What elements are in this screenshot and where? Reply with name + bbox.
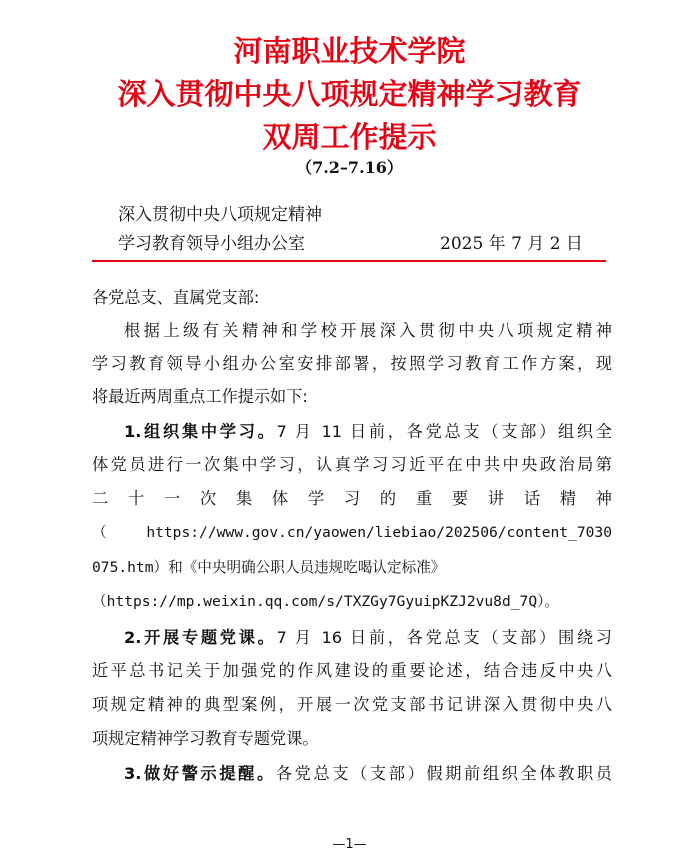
item-2-text: 7 月 16 日前，各党总支（支部）围绕习 xyxy=(276,628,612,647)
item-1-line-2: 体党员进行一次集中学习，认真学习习近平在中共中央政治局第 xyxy=(92,455,612,474)
document-title-line-1: 河南职业技术学院 xyxy=(233,34,466,68)
item-2-heading: 2.开展专题党课。 xyxy=(124,628,277,647)
item-1-link-line-3: （https://mp.weixin.qq.com/s/TXZGy7GyuipKZJ2vu8d_7Q）。 xyxy=(92,593,560,610)
item-1-heading: 1.组织集中学习。 xyxy=(124,422,277,441)
item-1-link-line-1: （https://www.gov.cn/yaowen/liebiao/202506/content_7030 xyxy=(92,524,612,541)
item-2-line-2: 近平总书记关于加强党的作风建设的重要论述，结合违反中央八 xyxy=(92,661,612,680)
item-1-link-line-2: 075.htm）和《中央明确公职人员违规吃喝认定标准》 xyxy=(92,559,446,576)
issue-date: 2025 年 7 月 2 日 xyxy=(440,234,583,254)
item-3-text: 各党总支（支部）假期前组织全体教职员 xyxy=(275,764,612,783)
document-title-line-3: 双周工作提示 xyxy=(262,120,437,154)
page-number: —1— xyxy=(332,837,367,852)
item-1-line-3: 二 十 一 次 集 体 学 习 的 重 要 讲 话 精 神 xyxy=(92,489,612,508)
document-title-line-2: 深入贯彻中央八项规定精神学习教育 xyxy=(117,77,582,111)
intro-line-2: 学习教育领导小组办公室安排部署，按照学习教育工作方案，现 xyxy=(92,354,612,373)
item-3-heading: 3.做好警示提醒。 xyxy=(124,764,276,783)
item-1-first-line xyxy=(124,420,612,444)
item-2-first-line xyxy=(124,626,612,650)
intro-line-3: 将最近两周重点工作提示如下: xyxy=(92,387,308,406)
intro-line-1: 根据上级有关精神和学校开展深入贯彻中央八项规定精神 xyxy=(124,321,612,340)
issuer-line-2: 学习教育领导小组办公室 xyxy=(118,234,305,254)
red-divider-line xyxy=(92,260,606,262)
item-3-first-line xyxy=(124,762,612,786)
salutation: 各党总支、直属党支部: xyxy=(92,288,260,307)
item-1-text: 7 月 11 日前，各党总支（支部）组织全 xyxy=(276,422,612,441)
item-1-line-5 xyxy=(92,555,612,580)
item-2-line-4: 项规定精神学习教育专题党课。 xyxy=(92,729,319,748)
issuer-line-1: 深入贯彻中央八项规定精神 xyxy=(118,205,322,225)
item-2-line-3: 项规定精神的典型案例，开展一次党支部书记讲深入贯彻中央八 xyxy=(92,695,612,714)
date-range: （7.2–7.16） xyxy=(296,158,403,177)
